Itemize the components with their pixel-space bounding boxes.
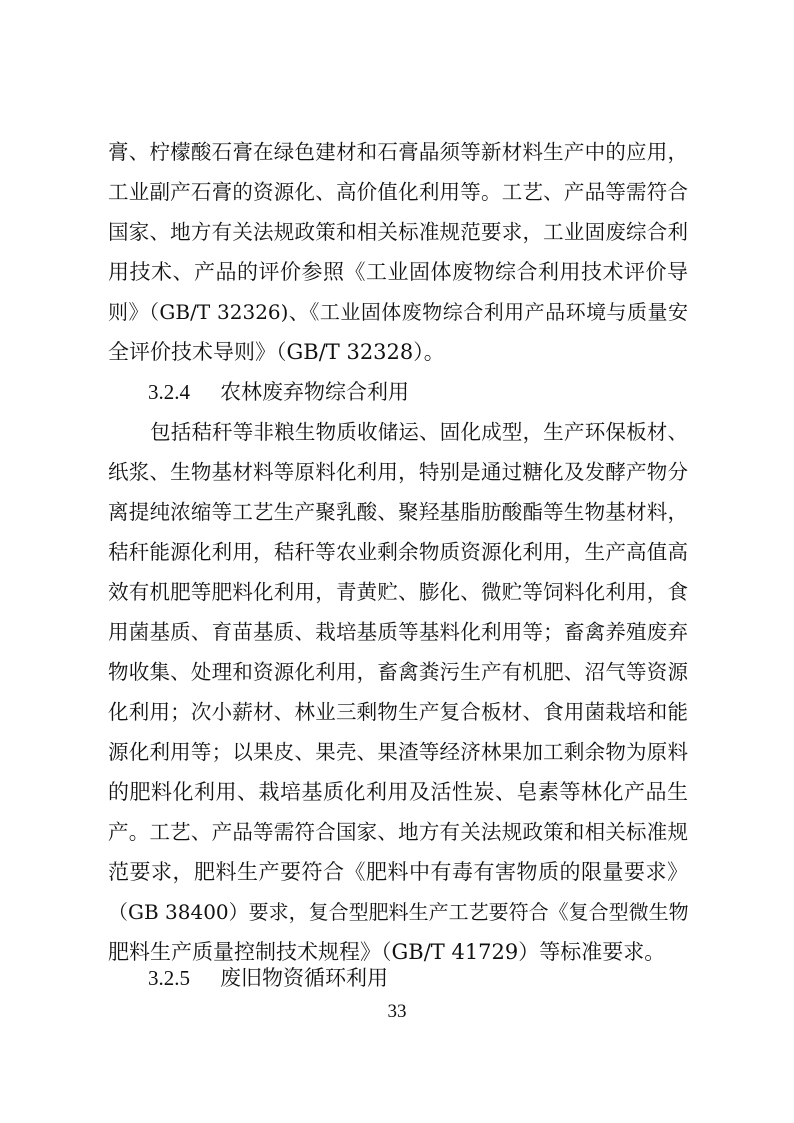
text-line: 物收集、处理和资源化利用，畜禽粪污生产有机肥、沼气等资源: [108, 660, 688, 684]
text-line: 的肥料化利用、栽培基质化利用及活性炭、皂素等林化产品生: [108, 780, 688, 804]
text-line: 源化利用等；以果皮、果壳、果渣等经济林果加工剩余物为原料: [108, 740, 688, 764]
text-line: 范要求，肥料生产要符合《肥料中有毒有害物质的限量要求》: [108, 860, 688, 884]
text-line: 秸秆能源化利用，秸秆等农业剩余物质资源化利用，生产高值高: [108, 540, 688, 564]
text-line: 用菌基质、育苗基质、栽培基质等基料化利用等；畜禽养殖废弃: [108, 620, 688, 644]
text-line: 国家、地方有关法规政策和相关标准规范要求，工业固废综合利: [108, 220, 688, 244]
text-line: 效有机肥等肥料化利用，青黄贮、膨化、微贮等饲料化利用，食: [108, 580, 688, 604]
section-title: 废旧物资循环利用: [220, 966, 388, 990]
section-number: 3.2.5: [148, 966, 190, 990]
text-line: 肥料生产质量控制技术规程》（GB/T 41729）等标准要求。: [108, 940, 666, 964]
section-number: 3.2.4: [148, 380, 190, 404]
section-heading-3-2-4: [148, 372, 409, 412]
section-heading-3-2-5: [148, 958, 388, 998]
text-line: 产。工艺、产品等需符合国家、地方有关法规政策和相关标准规: [108, 820, 688, 844]
text-line: 用技术、产品的评价参照《工业固体废物综合利用技术评价导: [108, 260, 688, 284]
text-line: 则》（GB/T 32326)、《工业固体废物综合利用产品环境与质量安: [108, 300, 688, 324]
text-line: 工业副产石膏的资源化、高价值化利用等。工艺、产品等需符合: [108, 180, 688, 204]
section-title: 农林废弃物综合利用: [220, 380, 409, 404]
text-line: 膏、柠檬酸石膏在绿色建材和石膏晶须等新材料生产中的应用，: [108, 140, 688, 164]
text-line: （GB 38400）要求，复合型肥料生产工艺要符合《复合型微生物: [108, 900, 689, 924]
text-line: 纸浆、生物基材料等原料化利用，特别是通过糖化及发酵产物分: [108, 460, 688, 484]
text-line: 离提纯浓缩等工艺生产聚乳酸、聚羟基脂肪酸酯等生物基材料，: [108, 500, 688, 524]
text-line: 化利用；次小薪材、林业三剩物生产复合板材、食用菌栽培和能: [108, 700, 688, 724]
page-number: 33: [387, 1001, 407, 1022]
text-line: 包括秸秆等非粮生物质收储运、固化成型，生产环保板材、: [150, 420, 688, 444]
text-line: 全评价技术导则》（GB/T 32328）。: [108, 340, 445, 364]
